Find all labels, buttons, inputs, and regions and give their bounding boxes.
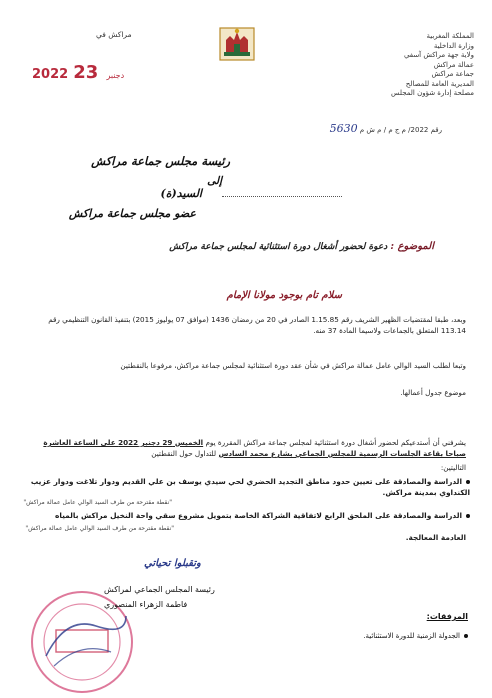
sender-title: رئيسة مجلس جماعة مراكش	[91, 154, 230, 168]
to-label: إلى	[207, 175, 222, 187]
letterhead-line: مصلحة إدارة شؤون المجلس	[390, 89, 474, 97]
recipient-label: السيد(ة)	[160, 187, 202, 200]
date-stamp	[32, 62, 127, 83]
letterhead-line: ولاية جهة مراكش آسفي	[403, 51, 474, 59]
letterhead-line: المملكة المغربية	[426, 32, 474, 40]
bullet-icon	[466, 514, 470, 518]
attachment-item	[363, 632, 468, 640]
letterhead-line: وزارة الداخلية	[433, 41, 474, 50]
letterhead-line: المديرية العامة للمصالح	[405, 79, 474, 88]
reference-handwritten: 5630	[329, 122, 358, 135]
attachments-title: المرفقات:	[426, 612, 468, 621]
subject-line	[169, 241, 434, 252]
reference-label: رقم 2022/ م ج م / م ش م	[359, 126, 442, 134]
signatory-name: فاطمة الزهراء المنصوري	[104, 600, 188, 609]
subject-text: دعوة لحضور أشغال دورة استثنائية لمجلس جماعة مراكش	[169, 242, 388, 252]
place-date-label: مراكش في	[96, 30, 132, 39]
recipient-dotted-line	[222, 196, 342, 197]
reference-number	[330, 122, 442, 135]
invitation-start: يشرفني أن أستدعيكم لحضور أشغال دورة استثنائية لمجلس جماعة مراكش المقررة يوم	[205, 438, 466, 447]
stamp-month: دجنبر	[106, 71, 125, 80]
agenda-item	[30, 476, 470, 498]
stamp-day: 23	[73, 62, 99, 83]
invitation-date: الخميس 29 دجنبر 2022 على الساعة العاشرة صباحا بقاعة الجلسات الرسمية للمجلس الجماعي بشارع محمد السادس	[43, 438, 466, 458]
letterhead-line: جماعة مراكش	[431, 70, 474, 78]
city-emblem-icon	[216, 22, 258, 64]
paragraph-legal-basis: وبعد، طبقا لمقتضيات الظهير الشريف رقم 1.15.85 الصادر في 20 من رمضان 1436 (موافق 07 يوليوز 2015) بتنفيذ القانون التنظيمي رقم 113.14 المتعلق بالجماعات ولاسيما المادة 37 منه.	[48, 315, 466, 335]
agenda-item	[30, 510, 470, 521]
paragraph-request: وتبعا لطلب السيد الوالي عامل عمالة مراكش في شأن عقد دورة استثنائية لمجلس جماعة مراكش، مرفوعا بالنقطتين	[120, 361, 466, 370]
paragraph-agenda-ref: موضوع جدول أعمالها.	[400, 388, 466, 397]
agenda-item-text: الدراسة والمصادقة على تعيين حدود مناطق التجديد الحضري لحي سيدي يوسف بن علي القديم ودوار تلاغت ودوار عزيب الكنداوي بمدينة مراكش.	[30, 477, 470, 497]
paragraph-following: التاليتين:	[440, 463, 466, 472]
letterhead-line: عمالة مراكش	[433, 60, 474, 69]
bullet-icon	[464, 634, 468, 638]
agenda-item-note: "نقطة مقترحة من طرف السيد الوالي عامل عمالة مراكش"	[23, 499, 172, 506]
agenda-item-text: الدراسة والمصادقة على الملحق الرابع لاتفاقية الشراكة الخاصة بتمويل مشروع سقي واحة النخيل مراكش بالمياه	[55, 511, 462, 520]
subject-label: الموضوع :	[390, 241, 434, 252]
agenda-item-continuation: العادمة المعالجة.	[405, 533, 466, 542]
letterhead-admin	[364, 32, 474, 99]
paragraph-invitation	[36, 437, 466, 459]
bullet-icon	[466, 480, 470, 484]
greeting: سلام تام بوجود مولانا الإمام	[226, 290, 342, 301]
signatory-title: رئيسة المجلس الجماعي لمراكش	[104, 585, 215, 594]
invitation-end: للتداول حول النقطتين	[151, 449, 217, 458]
closing-phrase: وتقبلوا تحياتي	[144, 558, 201, 569]
attachment-text: الجدولة الزمنية للدورة الاستثنائية.	[363, 632, 460, 640]
recipient-role: عضو مجلس جماعة مراكش	[68, 207, 196, 220]
stamp-year: 2022	[32, 67, 69, 82]
agenda-item-note: "نقطة مقترحة من طرف السيد الوالي عامل عمالة مراكش"	[25, 525, 174, 532]
